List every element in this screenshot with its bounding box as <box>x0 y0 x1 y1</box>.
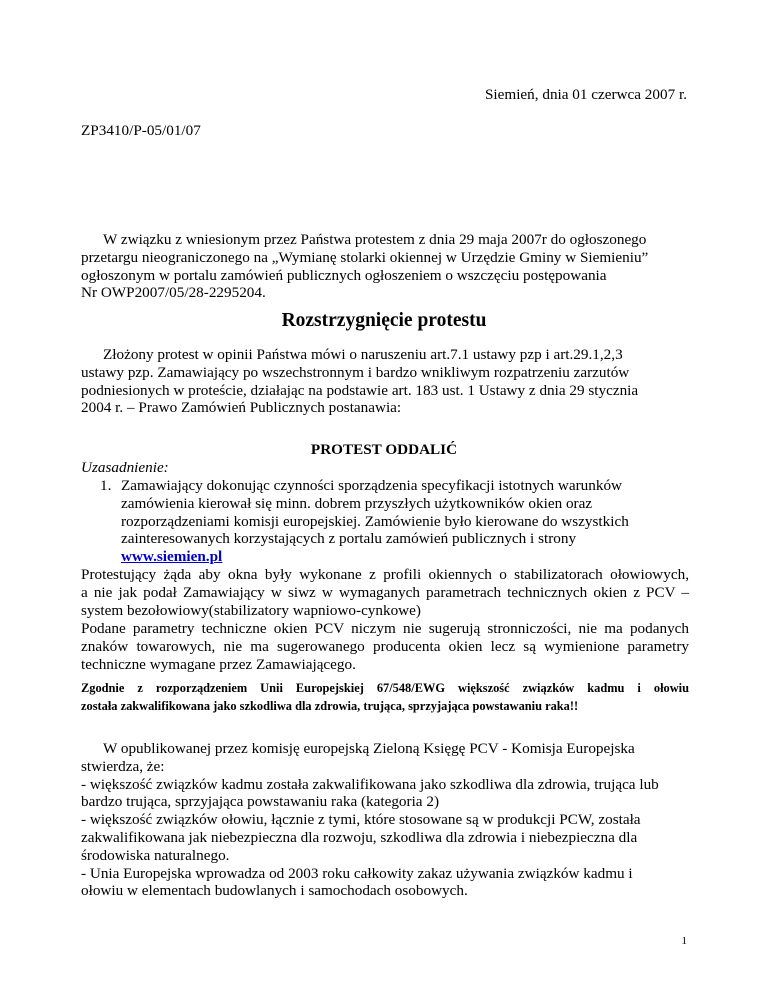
green-book-line: zakwalifikowana jak niebezpieczna dla rozwoju, szkodliwa dla zdrowia i niebezpieczna dla <box>81 828 638 846</box>
parameters-paragraph <box>81 620 689 673</box>
green-book-line: bardzo trująca, sprzyjająca powstawaniu raka (kategoria 2) <box>81 793 439 811</box>
green-book-line: stwierdza, że: <box>81 757 165 775</box>
green-book-line: - Unia Europejska wprowadza od 2003 roku całkowity zakaz używania związków kadmu i <box>81 864 633 882</box>
page-number: 1 <box>681 935 687 947</box>
protest-line: ustawy pzp. Zamawiający po wszechstronnym i bardzo wnikliwym rozpatrzeniu zarzutów <box>81 363 630 381</box>
regulation-line: została zakwalifikowana jako szkodliwa dla zdrowia, trująca, sprzyjająca powstawaniu raka!! <box>81 698 579 713</box>
intro-line: ogłoszonym w portalu zamówień publicznych ogłoszeniem o wszczęciu postępowania <box>81 266 607 284</box>
protest-line: Złożony protest w opinii Państwa mówi o naruszeniu art.7.1 ustawy pzp i art.29.1,2,3 <box>103 346 623 363</box>
justification-heading: Uzasadnienie: <box>81 459 169 476</box>
green-book-paragraph <box>81 740 689 900</box>
intro-paragraph <box>81 231 689 302</box>
website-link[interactable]: www.siemien.pl <box>121 548 223 566</box>
regulation-paragraph <box>81 680 689 716</box>
protest-line: podniesionych w proteście, działając na podstawie art. 183 ust. 1 Ustawy z dnia 29 stycznia <box>81 381 639 399</box>
protest-paragraph <box>81 346 689 417</box>
green-book-line: ołowiu w elementach budowlanych i samochodach osobowych. <box>81 882 468 900</box>
protesting-line: a nie jak podał Zamawiający w siwz w wymaganych parametrach technicznych okien z PCV – <box>81 583 689 601</box>
green-book-line: W opublikowanej przez komisję europejską Zieloną Księgę PCV - Komisja Europejska <box>103 740 635 757</box>
intro-line: W związku z wniesionym przez Państwa protestem z dnia 29 maja 2007r do ogłoszonego <box>103 231 647 248</box>
justification-line: zainteresowanych korzystających z portalu zamówień publicznych i strony <box>121 530 577 548</box>
justification-line: rozporządzeniami komisji europejskiej. Zamówienie było kierowane do wszystkich <box>121 512 629 530</box>
protesting-line: Protestujący żąda aby okna były wykonane z profili okiennych o stabilizatorach ołowiowych, <box>81 566 689 583</box>
intro-line: Nr OWP2007/05/28-2295204. <box>81 284 266 302</box>
green-book-line: - większość związków ołowiu, łącznie z tymi, które stosowane są w produkcji PCW, została <box>81 811 641 829</box>
justification-item <box>121 477 689 566</box>
verdict-heading: PROTEST ODDALIĆ <box>310 441 458 458</box>
green-book-line: - większość związków kadmu została zakwalifikowana jako szkodliwa dla zdrowia, trująca lub <box>81 775 659 793</box>
reference-number: ZP3410/P-05/01/07 <box>81 122 201 139</box>
parameters-line: Podane parametry techniczne okien PCV niczym nie sugerują stronniczości, nie ma podanych <box>81 620 689 637</box>
intro-line: przetargu nieograniczonego na „Wymianę stolarki okiennej w Urzędzie Gminy w Siemieniu” <box>81 248 649 266</box>
document-title: Rozstrzygnięcie protestu <box>281 310 487 331</box>
justification-line: Zamawiający dokonując czynności sporządzenia specyfikacji istotnych warunków <box>121 477 623 494</box>
protesting-line: system bezołowiowy(stabilizatory wapniowo-cynkowe) <box>81 601 421 619</box>
place-date: Siemień, dnia 01 czerwca 2007 r. <box>484 86 687 103</box>
list-item-number: 1. <box>100 477 112 494</box>
justification-line: zamówienia kierował się minn. dobrem przyszłych użytkowników okien oraz <box>121 494 593 512</box>
protest-line: 2004 r. – Prawo Zamówień Publicznych postanawia: <box>81 399 402 417</box>
parameters-line: techniczne wymagane przez Zamawiającego. <box>81 655 356 673</box>
green-book-line: środowiska naturalnego. <box>81 846 230 864</box>
parameters-line: znaków towarowych, nie ma sugerowanego producenta okien lecz są wymienione parametry <box>81 637 689 655</box>
protesting-paragraph <box>81 566 689 619</box>
regulation-line: Zgodnie z rozporządzeniem Unii Europejskiej 67/548/EWG większość związków kadmu i ołowiu <box>81 681 689 695</box>
